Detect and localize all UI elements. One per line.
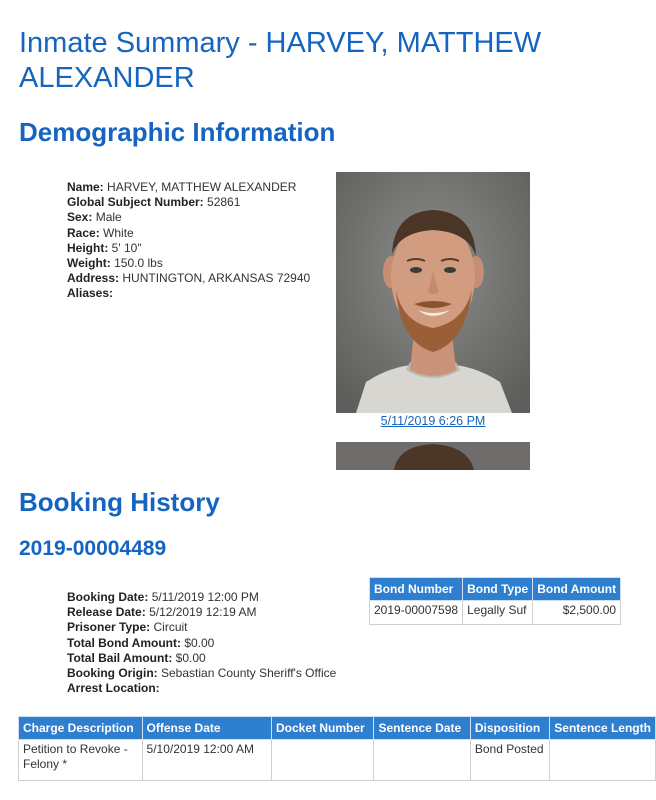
name-row: Name: HARVEY, MATTHEW ALEXANDER [67,180,297,194]
bond-amount-header[interactable]: Bond Amount [533,578,621,601]
sentence-length-header[interactable]: Sentence Length [550,717,656,740]
booking-number: 2019-00004489 [19,537,167,560]
race-row: Race: White [67,225,134,240]
total-bond-row: Total Bond Amount: $0.00 [67,635,215,650]
offense-date-header[interactable]: Offense Date [142,717,271,740]
page-title: Inmate Summary - HARVEY, MATTHEW ALEXANDER [19,27,542,94]
release-date-value: 5/12/2019 12:19 AM [149,605,257,620]
booking-origin-value: Sebastian County Sheriff's Office [161,666,337,681]
prisoner-type-value: Circuit [153,620,188,635]
table-row [19,740,656,781]
disposition-cell: Bond Posted [470,740,549,781]
demographic-heading: Demographic Information [19,117,336,147]
total-bail-value: $0.00 [175,650,206,665]
disposition-header[interactable]: Disposition [470,717,549,740]
charge-description-cell: Petition to Revoke - Felony * [19,740,143,781]
weight-value: 150.0 lbs [114,256,163,271]
name-value: HARVEY, MATTHEW ALEXANDER [107,180,297,194]
booking-photo-secondary[interactable] [336,442,530,470]
total-bond-value: $0.00 [184,635,215,650]
height-value: 5' 10" [111,240,142,255]
bond-amount-cell: $2,500.00 [533,601,621,625]
sentence-date-cell [374,740,470,781]
height-row: Height: 5' 10" [67,240,142,255]
charge-description-header[interactable]: Charge Description [19,717,143,740]
booking-info [67,590,336,696]
weight-row: Weight: 150.0 lbs [67,256,163,271]
charge-table [18,716,656,781]
mugshot-image [336,172,530,413]
sentence-date-header[interactable]: Sentence Date [374,717,470,740]
arrest-location-row: Arrest Location: [67,681,160,696]
mugshot-image-secondary [336,442,530,470]
booking-date-value: 5/11/2019 12:00 PM [151,590,259,604]
sex-row: Sex: Male [67,210,122,225]
sentence-length-cell [550,740,656,781]
address-value: HUNTINGTON, ARKANSAS 72940 [122,271,311,286]
docket-number-cell [272,740,374,781]
demographic-info [67,180,310,302]
race-value: White [103,225,134,240]
offense-date-cell: 5/10/2019 12:00 AM [142,740,271,781]
total-bail-row: Total Bail Amount: $0.00 [67,650,206,665]
bond-type-cell: Legally Suf [463,601,533,625]
bond-table [369,577,621,625]
address-row: Address: HUNTINGTON, ARKANSAS 72940 [67,271,311,286]
sex-value: Male [95,210,122,225]
aliases-row: Aliases: [67,286,114,301]
subject-number-row: Global Subject Number: 52861 [67,195,241,210]
docket-number-header[interactable]: Docket Number [272,717,374,740]
release-date-row: Release Date: 5/12/2019 12:19 AM [67,605,257,620]
photo-timestamp-link[interactable]: 5/11/2019 6:26 PM [380,414,486,428]
table-row [370,601,621,625]
bond-number-cell: 2019-00007598 [370,601,463,625]
booking-origin-row: Booking Origin: Sebastian County Sheriff's Office [67,666,337,681]
prisoner-type-row: Prisoner Type: Circuit [67,620,188,635]
booking-photo[interactable] [336,172,530,413]
booking-date-row: Booking Date: 5/11/2019 12:00 PM [67,590,259,604]
subject-number-value: 52861 [207,195,241,210]
booking-history-heading: Booking History [19,487,220,517]
bond-type-header[interactable]: Bond Type [463,578,533,601]
bond-number-header[interactable]: Bond Number [370,578,463,601]
